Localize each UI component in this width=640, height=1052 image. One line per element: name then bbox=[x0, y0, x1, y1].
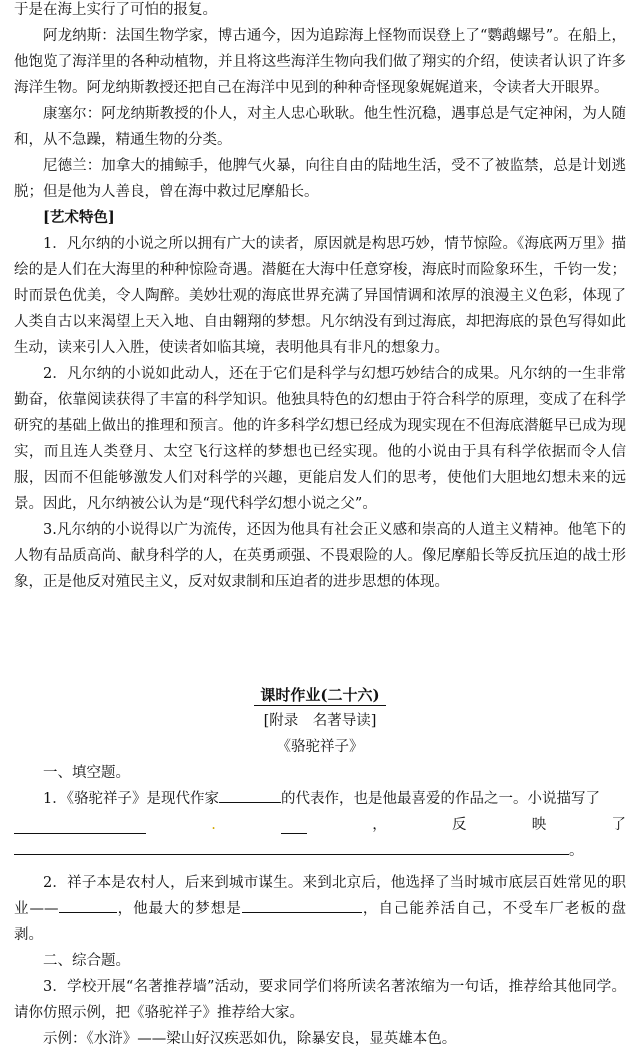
decorative-dot: . bbox=[211, 817, 216, 833]
q1-blank-author[interactable] bbox=[219, 786, 281, 803]
paragraph-ned: 尼德兰：加拿大的捕鲸手，他脾气火暴，向往自由的陆地生活，受不了被监禁，总是计划逃脱；但是他为人善良，曾在海中救过尼摩船长。 bbox=[14, 158, 626, 200]
q2-blank-dream[interactable] bbox=[242, 896, 362, 913]
homework-subtitle: [附录 名著导读] bbox=[263, 713, 377, 729]
homework-title bbox=[14, 682, 626, 708]
paragraph-art-1: 1．凡尔纳的小说之所以拥有广大的读者，原因就是构思巧妙，情节惊险。《海底两万里》描绘的是人们在大海里的种种惊险奇遇。潜艇在大海中任意穿梭，海底时而险象环生，千钧一发；时而景色优美，令人陶醉。美妙壮观的海底世界充满了异国情调和浓厚的浪漫主义色彩，体现了人类自古以来渴望上天入地、自由翱翔的梦想。凡尔纳没有到过海底，却把海底的景色写得如此生动，读来引人入胜，使读者如临其境，表明他具有非凡的想象力。 bbox=[14, 236, 626, 356]
homework-section bbox=[14, 682, 626, 1052]
example-line: 示例：《水浒》——梁山好汉疾恶如仇，除暴安良，显英雄本色。 bbox=[43, 1031, 457, 1047]
q1-text-a: 1．《骆驼祥子》是现代作家 bbox=[43, 791, 219, 807]
q1-text-b: 的代表作，也是他最喜爱的作品之一。小说描写了 bbox=[280, 791, 600, 807]
paragraph-art-3: 3.凡尔纳的小说得以广为流传，还因为他具有社会正义感和崇高的人道主义精神。他笔下的人物有品质高尚、献身科学的人，在英勇顽强、不畏艰险的人。像尼摩船长等反抗压迫的战士形象，正是他反对殖民主义，反对奴隶制和压迫者的进步思想的体现。 bbox=[14, 522, 626, 590]
question-1-line-2 bbox=[14, 812, 626, 838]
q2-text-b: ，他最大的梦想是 bbox=[116, 901, 242, 917]
homework-title-text: 课时作业(二十六) bbox=[254, 686, 385, 706]
paragraph-continuation: 于是在海上实行了可怕的报复。 bbox=[14, 2, 217, 18]
q1-blank-4[interactable] bbox=[14, 838, 569, 855]
top-section bbox=[14, 0, 626, 595]
paragraph-aronnax: 阿龙纳斯：法国生物学家，博古通今，因为追踪海上怪物而误登上了“鹦鹉螺号”。在船上，他饱览了海洋里的各种动植物，并且将这些海洋生物向我们做了翔实的介绍，使读者认识了许多海洋生物。阿龙纳斯教授还把自己在海洋中见到的种种奇怪现象娓娓道来，令读者大开眼界。 bbox=[14, 28, 626, 96]
question-2 bbox=[14, 870, 626, 948]
q2-text-c: ，自己能养活自己，不受车厂老板的盘剥。 bbox=[14, 901, 627, 943]
paragraph-conseil: 康塞尔：阿龙纳斯教授的仆人，对主人忠心耿耿。他生性沉稳，遇事总是气定神闲，为人随和，从不急躁，精通生物的分类。 bbox=[14, 106, 626, 148]
q1-fan: 反 bbox=[451, 817, 467, 833]
homework-book-title: 《骆驼祥子》 bbox=[276, 739, 364, 755]
question-1 bbox=[14, 786, 626, 812]
question-3: 3．学校开展“名著推荐墙”活动，要求同学们将所读名著浓缩为一句话，推荐给其他同学。请你仿照示例，把《骆驼祥子》推荐给大家。 bbox=[14, 979, 626, 1021]
q1-le: 了 bbox=[611, 817, 626, 833]
q2-text-a: 2．祥子本是农村人，后来到城市谋生。来到北京后，他选择了当时城市底层百姓常见的职业—— bbox=[14, 875, 626, 917]
q2-blank-job[interactable] bbox=[59, 896, 117, 913]
section-comprehensive: 二、综合题。 bbox=[43, 953, 130, 969]
art-features-heading: [艺术特色] bbox=[43, 209, 115, 226]
question-1-line-3 bbox=[14, 838, 626, 864]
q1-end: 。 bbox=[569, 843, 584, 859]
q1-comma: ， bbox=[372, 817, 387, 833]
section-fill-in: 一、填空题。 bbox=[43, 765, 130, 781]
paragraph-art-2: 2．凡尔纳的小说如此动人，还在于它们是科学与幻想巧妙结合的成果。凡尔纳的一生非常勤奋，依靠阅读获得了丰富的科学知识。他独具特色的幻想由于符合科学的原理，变成了在科学研究的基础上做出的推理和预言。他的许多科学幻想已经成为现实现在不但海底潜艇早已成为现实，而且连人类登月、太空飞行这样的梦想也已经实现。他的小说由于具有科学依据而令人信服，因而不但能够激发人们对科学的兴趣，更能启发人们的思考，使他们大胆地幻想未来的远景。因此，凡尔纳被公认为是“现代科学幻想小说之父”。 bbox=[14, 366, 626, 512]
q1-ying: 映 bbox=[531, 817, 547, 833]
q1-blank-3[interactable] bbox=[281, 817, 307, 834]
q1-blank-2[interactable] bbox=[14, 817, 146, 834]
